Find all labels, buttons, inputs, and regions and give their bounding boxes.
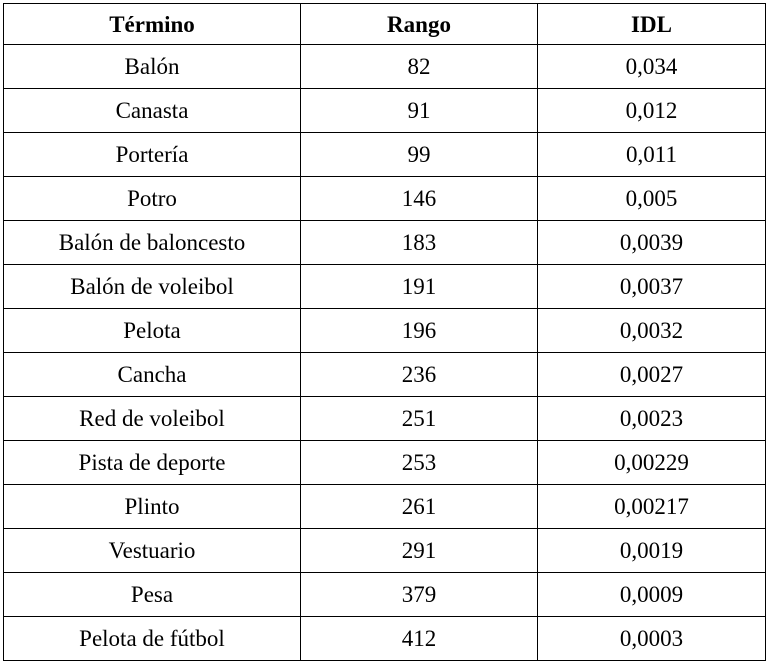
- cell-rango: 379: [301, 573, 538, 617]
- table-row: [4, 485, 766, 529]
- cell-idl: 0,00217: [538, 485, 766, 529]
- cell-idl: 0,011: [538, 133, 766, 177]
- table-row: [4, 265, 766, 309]
- table-row: [4, 397, 766, 441]
- cell-rango: 99: [301, 133, 538, 177]
- terms-table: [3, 3, 766, 661]
- cell-rango: 412: [301, 617, 538, 661]
- cell-rango: 291: [301, 529, 538, 573]
- table-row: [4, 441, 766, 485]
- table-body: [4, 45, 766, 661]
- cell-idl: 0,00229: [538, 441, 766, 485]
- table-row: [4, 309, 766, 353]
- cell-idl: 0,0023: [538, 397, 766, 441]
- table-row: [4, 45, 766, 89]
- table-row: [4, 177, 766, 221]
- table-row: [4, 573, 766, 617]
- cell-rango: 183: [301, 221, 538, 265]
- cell-idl: 0,0003: [538, 617, 766, 661]
- cell-idl: 0,0027: [538, 353, 766, 397]
- cell-termino: Canasta: [4, 89, 301, 133]
- header-termino: Término: [4, 4, 301, 45]
- cell-idl: 0,0032: [538, 309, 766, 353]
- cell-rango: 261: [301, 485, 538, 529]
- cell-idl: 0,0009: [538, 573, 766, 617]
- cell-termino: Vestuario: [4, 529, 301, 573]
- cell-idl: 0,0019: [538, 529, 766, 573]
- cell-rango: 191: [301, 265, 538, 309]
- header-rango: Rango: [301, 4, 538, 45]
- cell-termino: Balón de voleibol: [4, 265, 301, 309]
- cell-idl: 0,0039: [538, 221, 766, 265]
- cell-rango: 253: [301, 441, 538, 485]
- cell-idl: 0,012: [538, 89, 766, 133]
- cell-idl: 0,0037: [538, 265, 766, 309]
- table-row: [4, 529, 766, 573]
- table-header: [4, 4, 766, 45]
- cell-termino: Potro: [4, 177, 301, 221]
- cell-rango: 146: [301, 177, 538, 221]
- cell-termino: Pelota: [4, 309, 301, 353]
- header-row: [4, 4, 766, 45]
- cell-rango: 82: [301, 45, 538, 89]
- cell-termino: Pesa: [4, 573, 301, 617]
- cell-rango: 236: [301, 353, 538, 397]
- cell-termino: Balón: [4, 45, 301, 89]
- table-row: [4, 89, 766, 133]
- cell-rango: 251: [301, 397, 538, 441]
- cell-idl: 0,034: [538, 45, 766, 89]
- table-row: [4, 617, 766, 661]
- cell-termino: Pista de deporte: [4, 441, 301, 485]
- cell-rango: 91: [301, 89, 538, 133]
- cell-termino: Red de voleibol: [4, 397, 301, 441]
- cell-rango: 196: [301, 309, 538, 353]
- table-row: [4, 221, 766, 265]
- table-row: [4, 133, 766, 177]
- cell-termino: Cancha: [4, 353, 301, 397]
- table-row: [4, 353, 766, 397]
- cell-idl: 0,005: [538, 177, 766, 221]
- cell-termino: Pelota de fútbol: [4, 617, 301, 661]
- cell-termino: Balón de baloncesto: [4, 221, 301, 265]
- header-idl: IDL: [538, 4, 766, 45]
- cell-termino: Plinto: [4, 485, 301, 529]
- cell-termino: Portería: [4, 133, 301, 177]
